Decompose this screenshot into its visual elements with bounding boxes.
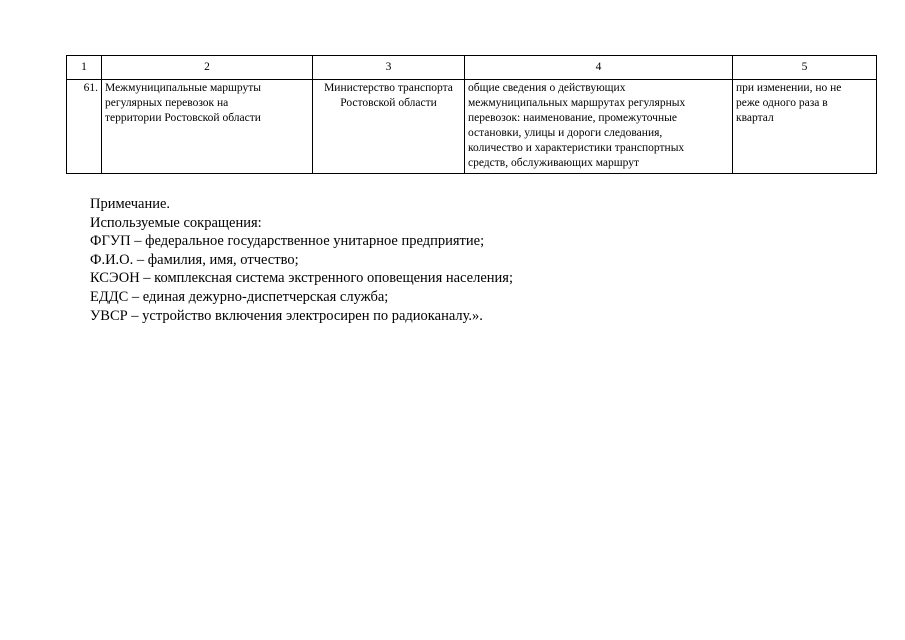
row-content-line: межмуниципальных маршрутах регулярных	[468, 97, 686, 109]
row-name-cell	[102, 80, 313, 174]
notes-item: ЕДДС – единая дежурно-диспетчерская служба;	[90, 288, 389, 305]
row-number-cell: 61.	[67, 80, 102, 174]
row-content-line: перевозок: наименование, промежуточные	[468, 112, 677, 124]
row-content-cell	[465, 80, 733, 174]
row-name-line: Межмуниципальные маршруты	[105, 82, 261, 94]
document-table	[66, 55, 877, 174]
row-authority-cell	[313, 80, 465, 174]
table-row	[67, 80, 877, 174]
notes-item: УВСР – устройство включения электросирен по радиоканалу.».	[90, 307, 483, 324]
header-cell-5: 5	[733, 56, 877, 80]
row-period-cell	[733, 80, 877, 174]
row-period-line: квартал	[736, 112, 774, 124]
notes-item: ФГУП – федеральное государственное унитарное предприятие;	[90, 233, 485, 250]
header-cell-2: 2	[102, 56, 313, 80]
notes-item: КСЭОН – комплексная система экстренного оповещения населения;	[90, 270, 513, 287]
row-content-line: общие сведения о действующих	[468, 82, 626, 94]
notes-intro: Используемые сокращения:	[90, 214, 262, 231]
row-authority-line: Ростовской области	[340, 97, 437, 109]
row-content-line: количество и характеристики транспортных	[468, 142, 685, 154]
notes-section	[90, 195, 850, 325]
table-header-row	[67, 56, 877, 80]
row-content-line: средств, обслуживающих маршрут	[468, 157, 640, 169]
header-cell-4: 4	[465, 56, 733, 80]
row-name-line: территории Ростовской области	[105, 112, 261, 124]
row-authority-line: Министерство транспорта	[324, 82, 453, 94]
header-cell-3: 3	[313, 56, 465, 80]
row-period-line: при изменении, но не	[736, 82, 842, 94]
notes-item: Ф.И.О. – фамилия, имя, отчество;	[90, 251, 299, 268]
row-period-line: реже одного раза в	[736, 97, 828, 109]
notes-title: Примечание.	[90, 196, 171, 212]
header-cell-1: 1	[67, 56, 102, 80]
row-name-line: регулярных перевозок на	[105, 97, 229, 109]
row-content-line: остановки, улицы и дороги следования,	[468, 127, 663, 139]
